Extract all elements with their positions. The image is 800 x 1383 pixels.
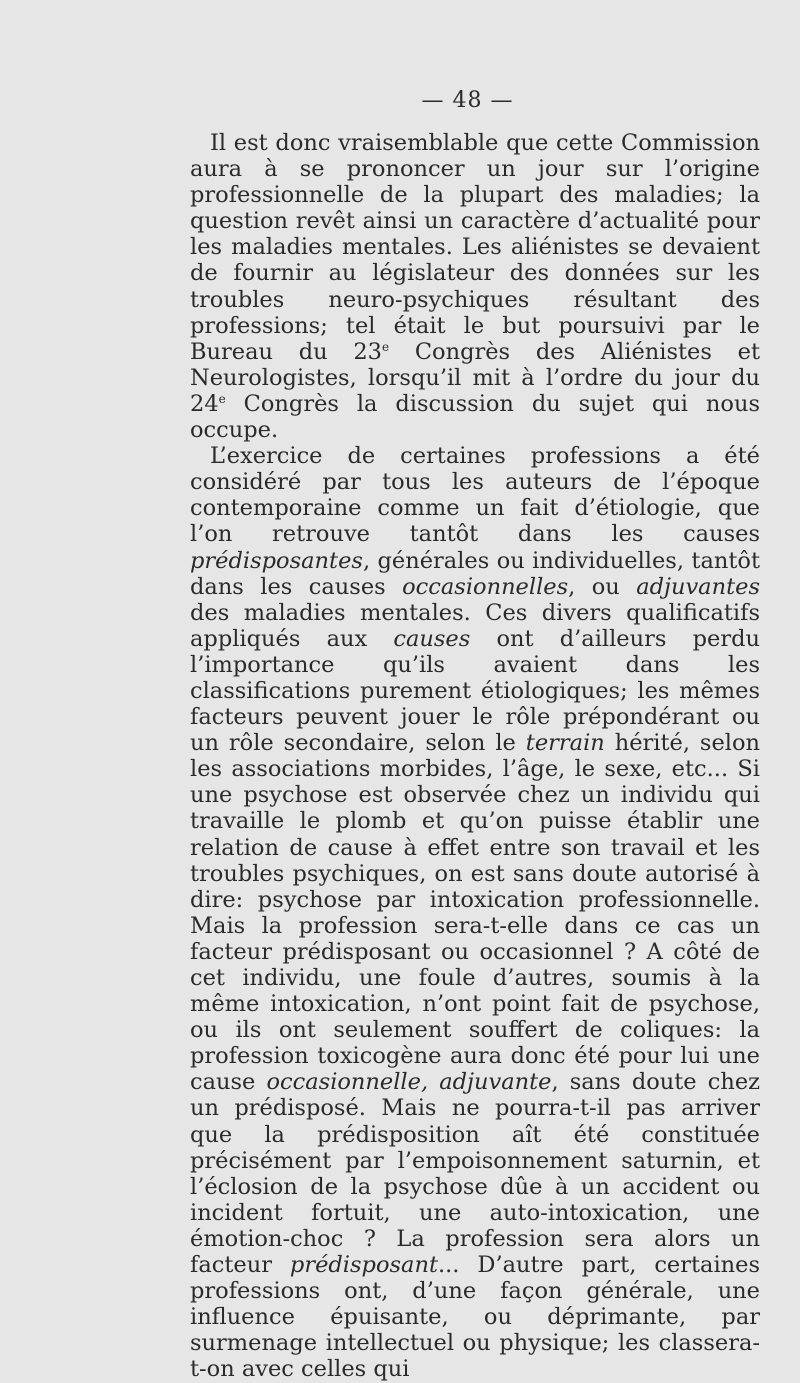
text-run: , sans doute chez un prédisposé. Mais ne pourra-t-il pas arriver que la prédisposition aît été constituée précisément par l’empoisonnement saturnin, et l’éclosion de la psychose dûe à un accident ou incident fortuit, une auto-intoxication, une émotion-choc ? La profession sera alors un facteur	[190, 1069, 760, 1279]
text-run: , générales ou individuelles, tantôt dans les causes	[190, 547, 760, 600]
paragraph	[190, 443, 760, 1382]
ordinal-suffix: e	[218, 391, 226, 406]
text-run: Congrès la discussion du sujet qui nous occupe.	[190, 390, 760, 444]
italic-term: occasionnelle, adjuvante	[266, 1069, 552, 1096]
text-run: Il est donc vraisemblable que cette Commission aura à se prononcer un jour sur l’origine professionnelle de la plupart des maladies; la question revêt ainsi un caractère d’actualité pour les maladies mentales. Les aliénistes se devaient de fournir au législateur des données sur les troubles neuro-psychiques résultant des professions; tel était le but poursuivi par le Bureau du 23	[190, 130, 760, 365]
text-run: ... D’autre part, certaines professions ont, d’une façon générale, une influence épuisante, ou déprimante, par surmenage intellectuel ou physique; les classera-t-on avec celles qui	[190, 1252, 760, 1383]
text-run: L’exercice de certaines professions a été considéré par tous les auteurs de l’époque contemporaine comme un fait d’étiologie, que l’on retrouve tantôt dans les causes	[190, 443, 760, 548]
text-run: Congrès des Aliénistes et Neurologistes, lorsqu’il mit à l’ordre du jour du 24	[190, 338, 760, 417]
paragraph	[190, 130, 760, 443]
ordinal-suffix: e	[381, 339, 390, 354]
italic-term: prédisposant	[289, 1252, 438, 1279]
italic-term: prédisposantes	[190, 547, 363, 574]
text-run: des maladies mentales. Ces divers qualificatifs appliqués aux	[190, 599, 760, 652]
italic-term: terrain	[525, 730, 605, 757]
text-run: ont d’ailleurs perdu l’importance qu’ils avaient dans les classifications purement étiologiques; les mêmes facteurs peuvent jouer le rôle prépondérant ou un rôle secondaire, selon le	[190, 625, 760, 757]
italic-term: adjuvantes	[636, 573, 760, 600]
body-text	[190, 130, 760, 1383]
text-run: , ou	[568, 573, 637, 600]
page-number: — 48 —	[421, 88, 514, 113]
italic-term: causes	[393, 625, 471, 652]
text-run: hérité, selon les associations morbides, l’âge, le sexe, etc... Si une psychose est observée chez un individu qui travaille le plomb et qu’on puisse établir une relation de cause à effet entre son travail et les troubles psychiques, on est sans doute autorisé à dire: psychose par intoxication professionnelle. Mais la profession sera-t-elle dans ce cas un facteur prédisposant ou occasionnel ? A côté de cet individu, une foule d’autres, soumis à la même intoxication, n’ont point fait de psychose, ou ils ont seulement souffert de coliques: la profession toxicogène aura donc été pour lui une cause	[190, 730, 761, 1096]
italic-term: occasionnelles	[402, 573, 569, 600]
